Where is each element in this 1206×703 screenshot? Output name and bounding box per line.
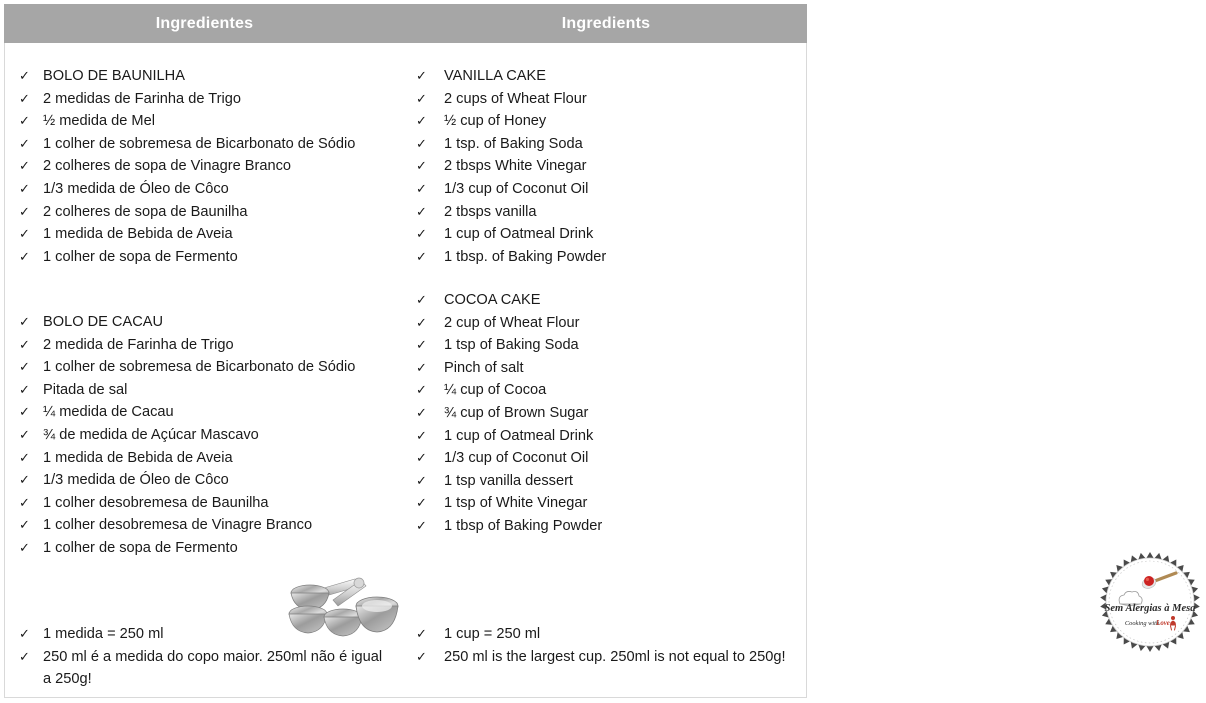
ingredient-label: 1 medida de Bebida de Aveia (43, 449, 233, 466)
ingredient-row (5, 155, 406, 178)
ingredient-label: ½ cup of Honey (444, 113, 547, 130)
check-icon: ✓ (19, 180, 30, 196)
check-icon: ✓ (19, 648, 30, 664)
ingredient-row (5, 356, 406, 379)
check-icon: ✓ (19, 404, 30, 420)
ingredient-row (406, 515, 807, 538)
left-column-portuguese (5, 43, 406, 697)
ingredient-label: 1 tsp. of Baking Soda (444, 135, 583, 152)
column-header-ingredients (405, 4, 807, 43)
check-icon: ✓ (416, 648, 427, 664)
ingredient-label: 2 tbsps White Vinegar (444, 158, 587, 175)
check-icon: ✓ (19, 336, 30, 352)
ingredient-label: 1 medida de Bebida de Aveia (43, 226, 233, 243)
ingredient-label: 2 tbsps vanilla (444, 203, 537, 220)
check-icon: ✓ (416, 68, 427, 83)
ingredient-label: 2 colheres de sopa de Baunilha (43, 203, 248, 220)
ingredient-row (5, 133, 406, 156)
ingredient-row (406, 246, 807, 269)
ingredient-row (406, 447, 807, 470)
group-cocoa-cake (406, 289, 807, 538)
check-icon: ✓ (416, 359, 427, 375)
ingredient-label: 1 tsp vanilla dessert (444, 472, 573, 489)
check-icon: ✓ (416, 517, 427, 533)
ingredient-row (5, 178, 406, 201)
ingredient-label: 1/3 medida de Óleo de Côco (43, 472, 229, 489)
ingredient-label: 250 ml is the largest cup. 250ml is not equal to 250g! (444, 648, 786, 665)
group-bolo-de-baunilha (5, 65, 406, 268)
ingredient-label: 1 medida = 250 ml (43, 626, 164, 642)
check-icon: ✓ (416, 180, 427, 196)
column-header-ingredientes-label: Ingredientes (155, 14, 254, 32)
ingredient-label: 1 tsp of White Vinegar (444, 495, 588, 512)
check-icon: ✓ (19, 68, 30, 83)
ingredient-label: 1 cup of Oatmeal Drink (444, 226, 594, 243)
ingredient-row (5, 401, 406, 424)
ingredient-label: 1 colher de sopa de Fermento (43, 539, 238, 556)
ingredient-row (5, 469, 406, 492)
check-icon: ✓ (19, 381, 30, 397)
ingredient-row (406, 425, 807, 448)
ingredient-row (5, 246, 406, 269)
ingredient-row (406, 65, 807, 88)
ingredient-row (5, 514, 406, 537)
ingredient-label: 2 medida de Farinha de Trigo (43, 336, 234, 353)
ingredient-row (406, 470, 807, 493)
ingredient-label: 1 colher de sopa de Fermento (43, 248, 238, 265)
column-header-ingredientes (4, 4, 405, 43)
ingredient-row (5, 88, 406, 111)
ingredient-label: 2 cups of Wheat Flour (444, 90, 587, 107)
ingredient-row (406, 646, 807, 669)
check-icon: ✓ (19, 248, 30, 264)
brand-tagline-text: Cooking with (1124, 620, 1160, 627)
group-bolo-de-cacau (5, 311, 406, 560)
ingredient-label: BOLO DE BAUNILHA (43, 68, 185, 84)
ingredients-body-panel (4, 43, 1196, 698)
ingredient-row (5, 447, 406, 470)
ingredient-row (406, 289, 807, 312)
check-icon: ✓ (416, 248, 427, 264)
check-icon: ✓ (416, 337, 427, 353)
ingredient-row (5, 223, 406, 246)
ingredient-row (406, 312, 807, 335)
group-measure-notes (406, 623, 807, 668)
ingredient-label: 1 colher de sobremesa de Bicarbonato de Sódio (43, 135, 356, 152)
check-icon: ✓ (19, 449, 30, 465)
ingredient-row (5, 201, 406, 224)
check-icon: ✓ (19, 626, 30, 641)
brand-logo-badge (1094, 546, 1206, 658)
group-vanilla-cake (406, 65, 807, 268)
ingredient-row (406, 133, 807, 156)
check-icon: ✓ (416, 113, 427, 129)
ingredient-row (406, 223, 807, 246)
ingredient-row (5, 379, 406, 402)
ingredient-label: Pinch of salt (444, 359, 524, 376)
check-icon: ✓ (416, 158, 427, 174)
ingredient-row (5, 492, 406, 515)
ingredient-row (406, 334, 807, 357)
check-icon: ✓ (416, 450, 427, 466)
ingredient-label: ¼ medida de Cacau (43, 404, 174, 421)
check-icon: ✓ (416, 292, 427, 307)
measuring-cups-icon (281, 570, 399, 640)
ingredient-label: 2 cup of Wheat Flour (444, 314, 580, 331)
check-icon: ✓ (19, 90, 30, 106)
check-icon: ✓ (416, 226, 427, 242)
ingredient-label: 1/3 cup of Coconut Oil (444, 450, 589, 467)
ingredient-label: 1 tbsp. of Baking Powder (444, 248, 607, 265)
check-icon: ✓ (19, 426, 30, 442)
ingredient-label: VANILLA CAKE (444, 68, 546, 84)
check-icon: ✓ (416, 427, 427, 443)
ingredient-label: ¾ cup of Brown Sugar (444, 404, 589, 421)
ingredient-label: 250 ml é a medida do copo maior. 250ml não é igual a 250g! (43, 648, 383, 688)
ingredient-label: 1 colher desobremesa de Vinagre Branco (43, 517, 313, 534)
ingredient-label: 2 medidas de Farinha de Trigo (43, 90, 241, 107)
check-icon: ✓ (19, 472, 30, 488)
check-icon: ✓ (416, 626, 427, 641)
check-icon: ✓ (416, 135, 427, 151)
check-icon: ✓ (19, 135, 30, 151)
check-icon: ✓ (19, 314, 30, 329)
ingredient-row (406, 201, 807, 224)
ingredient-row (5, 646, 406, 691)
ingredient-label: 1 cup = 250 ml (444, 626, 541, 642)
check-icon: ✓ (416, 495, 427, 511)
check-icon: ✓ (19, 539, 30, 555)
check-icon: ✓ (19, 517, 30, 533)
brand-logo-text: Sem Alergias à Mesa (1104, 603, 1196, 614)
check-icon: ✓ (19, 113, 30, 129)
ingredient-row (5, 334, 406, 357)
table-header-band (4, 4, 807, 43)
check-icon: ✓ (416, 382, 427, 398)
ingredient-label: ¾ de medida de Açúcar Mascavo (43, 426, 259, 443)
ingredient-label: 1 colher desobremesa de Baunilha (43, 494, 269, 511)
ingredient-label: 1 tbsp of Baking Powder (444, 517, 603, 534)
ingredient-label: 1/3 cup of Coconut Oil (444, 180, 589, 197)
ingredient-row (406, 623, 807, 646)
ingredient-label: 1 colher de sobremesa de Bicarbonato de Sódio (43, 359, 356, 376)
ingredient-label: 1 cup of Oatmeal Drink (444, 427, 594, 444)
ingredient-row (406, 492, 807, 515)
ingredient-label: 1/3 medida de Óleo de Côco (43, 180, 229, 197)
ingredient-label: ½ medida de Mel (43, 113, 155, 130)
check-icon: ✓ (19, 359, 30, 375)
ingredient-row (406, 357, 807, 380)
check-icon: ✓ (19, 226, 30, 242)
ingredient-row (5, 311, 406, 334)
ingredient-row (5, 65, 406, 88)
ingredient-row (5, 110, 406, 133)
ingredient-row (406, 110, 807, 133)
check-icon: ✓ (19, 494, 30, 510)
ingredient-label: ¼ cup of Cocoa (444, 382, 547, 399)
ingredient-label: 2 colheres de sopa de Vinagre Branco (43, 158, 291, 175)
check-icon: ✓ (416, 314, 427, 330)
check-icon: ✓ (19, 158, 30, 174)
ingredient-row (5, 537, 406, 560)
ingredient-row (406, 88, 807, 111)
ingredient-row (406, 402, 807, 425)
check-icon: ✓ (416, 404, 427, 420)
check-icon: ✓ (416, 203, 427, 219)
check-icon: ✓ (416, 90, 427, 106)
ingredient-row (406, 379, 807, 402)
right-column-english (406, 43, 1196, 697)
ingredient-row (5, 424, 406, 447)
ingredient-row (406, 178, 807, 201)
ingredient-label: COCOA CAKE (444, 292, 541, 308)
ingredient-label: Pitada de sal (43, 381, 128, 398)
check-icon: ✓ (19, 203, 30, 219)
ingredient-row (406, 155, 807, 178)
ingredient-label: BOLO DE CACAU (43, 314, 164, 330)
brand-tagline-accent: Love (1156, 620, 1170, 627)
ingredient-label: 1 tsp of Baking Soda (444, 337, 579, 354)
check-icon: ✓ (416, 472, 427, 488)
column-header-ingredients-label: Ingredients (561, 14, 651, 32)
